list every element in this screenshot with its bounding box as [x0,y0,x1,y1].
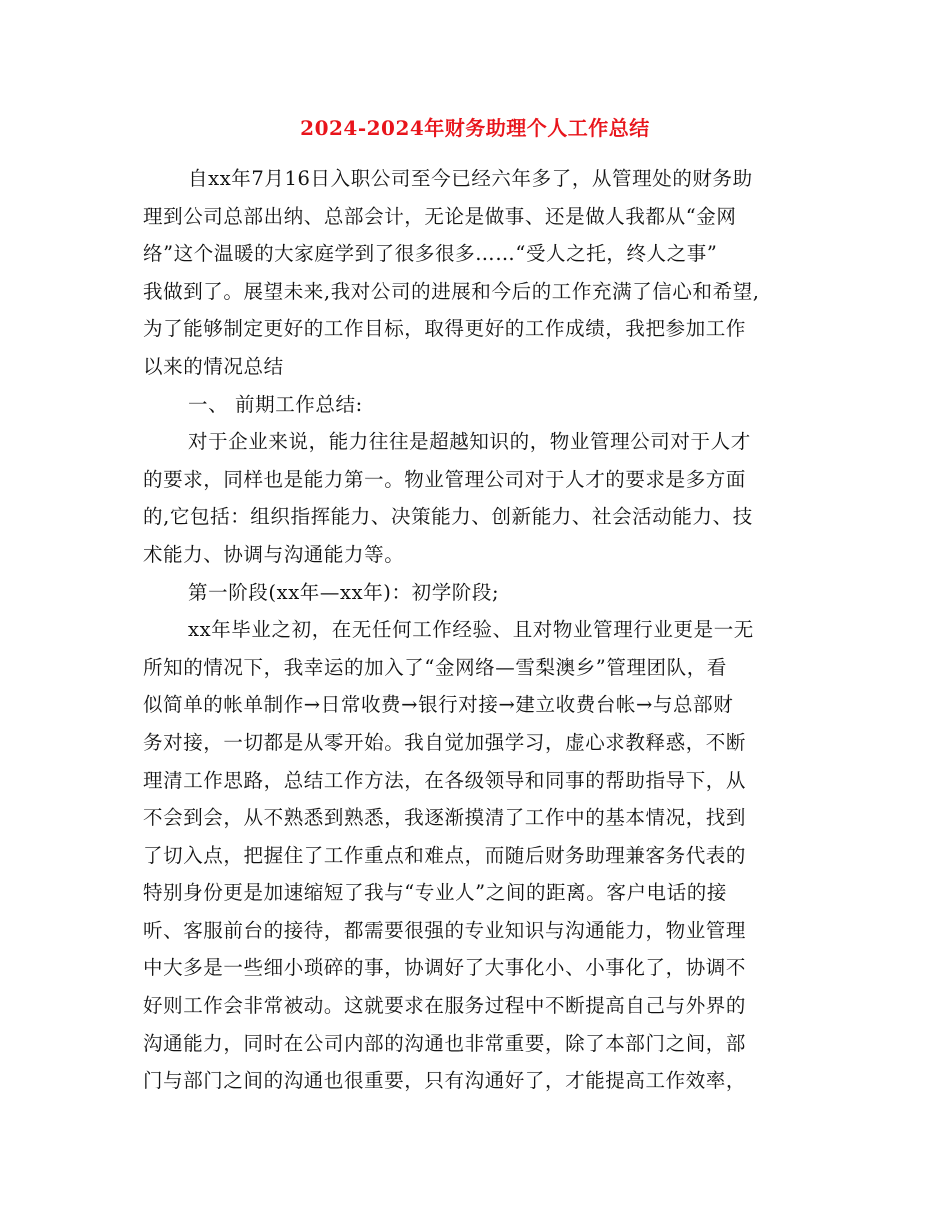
paragraph-line: 络”这个温暖的大家庭学到了很多很多……“受人之托，终人之事” [143,242,718,266]
paragraph-line: 理到公司总部出纳、总部会计，无论是做事、还是做人我都从“金网 [143,204,737,228]
paragraph-line: 自xx年7月16日入职公司至今已经六年多了，从管理处的财务助 [188,167,753,190]
paragraph-line: 沟通能力，同时在公司内部的沟通也非常重要，除了本部门之间，部 [143,1031,747,1055]
document-body [143,160,813,1100]
paragraph-line: 门与部门之间的沟通也很重要，只有沟通好了，才能提高工作效率， [143,1069,747,1093]
paragraph-line: 以来的情况总结 [143,354,284,378]
paragraph-line: 中大多是一些细小琐碎的事，协调好了大事化小、小事化了，协调不 [143,956,747,980]
paragraph-line: xx年毕业之初，在无任何工作经验、且对物业管理行业更是一无 [188,618,754,642]
paragraph-line: 第一阶段(xx年—xx年)：初学阶段; [188,580,500,604]
paragraph-line: 特别身份更是加速缩短了我与“专业人”之间的距离。客户电话的接 [143,881,727,905]
paragraph-line: 的要求，同样也是能力第一。物业管理公司对于人才的要求是多方面 [143,467,747,491]
paragraph-line: 了切入点，把握住了工作重点和难点，而随后财务助理兼客务代表的 [143,843,747,867]
paragraph-line: 所知的情况下，我幸运的加入了“金网络—雪梨澳乡”管理团队，看 [143,655,727,679]
paragraph-line: 术能力、协调与沟通能力等。 [143,542,405,566]
paragraph-line: 务对接，一切都是从零开始。我自觉加强学习，虚心求教释惑，不断 [143,730,747,754]
paragraph-line: 理清工作思路，总结工作方法，在各级领导和同事的帮助指导下，从 [143,768,747,792]
paragraph-line: 好则工作会非常被动。这就要求在服务过程中不断提高自己与外界的 [143,994,747,1018]
paragraph-line: 一、 前期工作总结: [188,392,363,416]
paragraph-line: 听、客服前台的接待，都需要很强的专业知识与沟通能力，物业管理 [143,918,747,942]
document-title: 2024-2024年财务助理个人工作总结 [300,116,650,140]
paragraph-line: 对于企业来说，能力往往是超越知识的，物业管理公司对于人才 [188,430,751,454]
paragraph-line: 为了能够制定更好的工作目标，取得更好的工作成绩，我把参加工作 [143,317,747,341]
paragraph-line: 的,它包括：组织指挥能力、决策能力、创新能力、社会活动能力、技 [143,505,753,529]
paragraph-line: 我做到了。展望未来,我对公司的进展和今后的工作充满了信心和希望, [143,279,760,303]
paragraph-line: 似简单的帐单制作→日常收费→银行对接→建立收费台帐→与总部财 [143,693,734,717]
paragraph-line: 不会到会，从不熟悉到熟悉，我逐渐摸清了工作中的基本情况，找到 [143,806,747,830]
